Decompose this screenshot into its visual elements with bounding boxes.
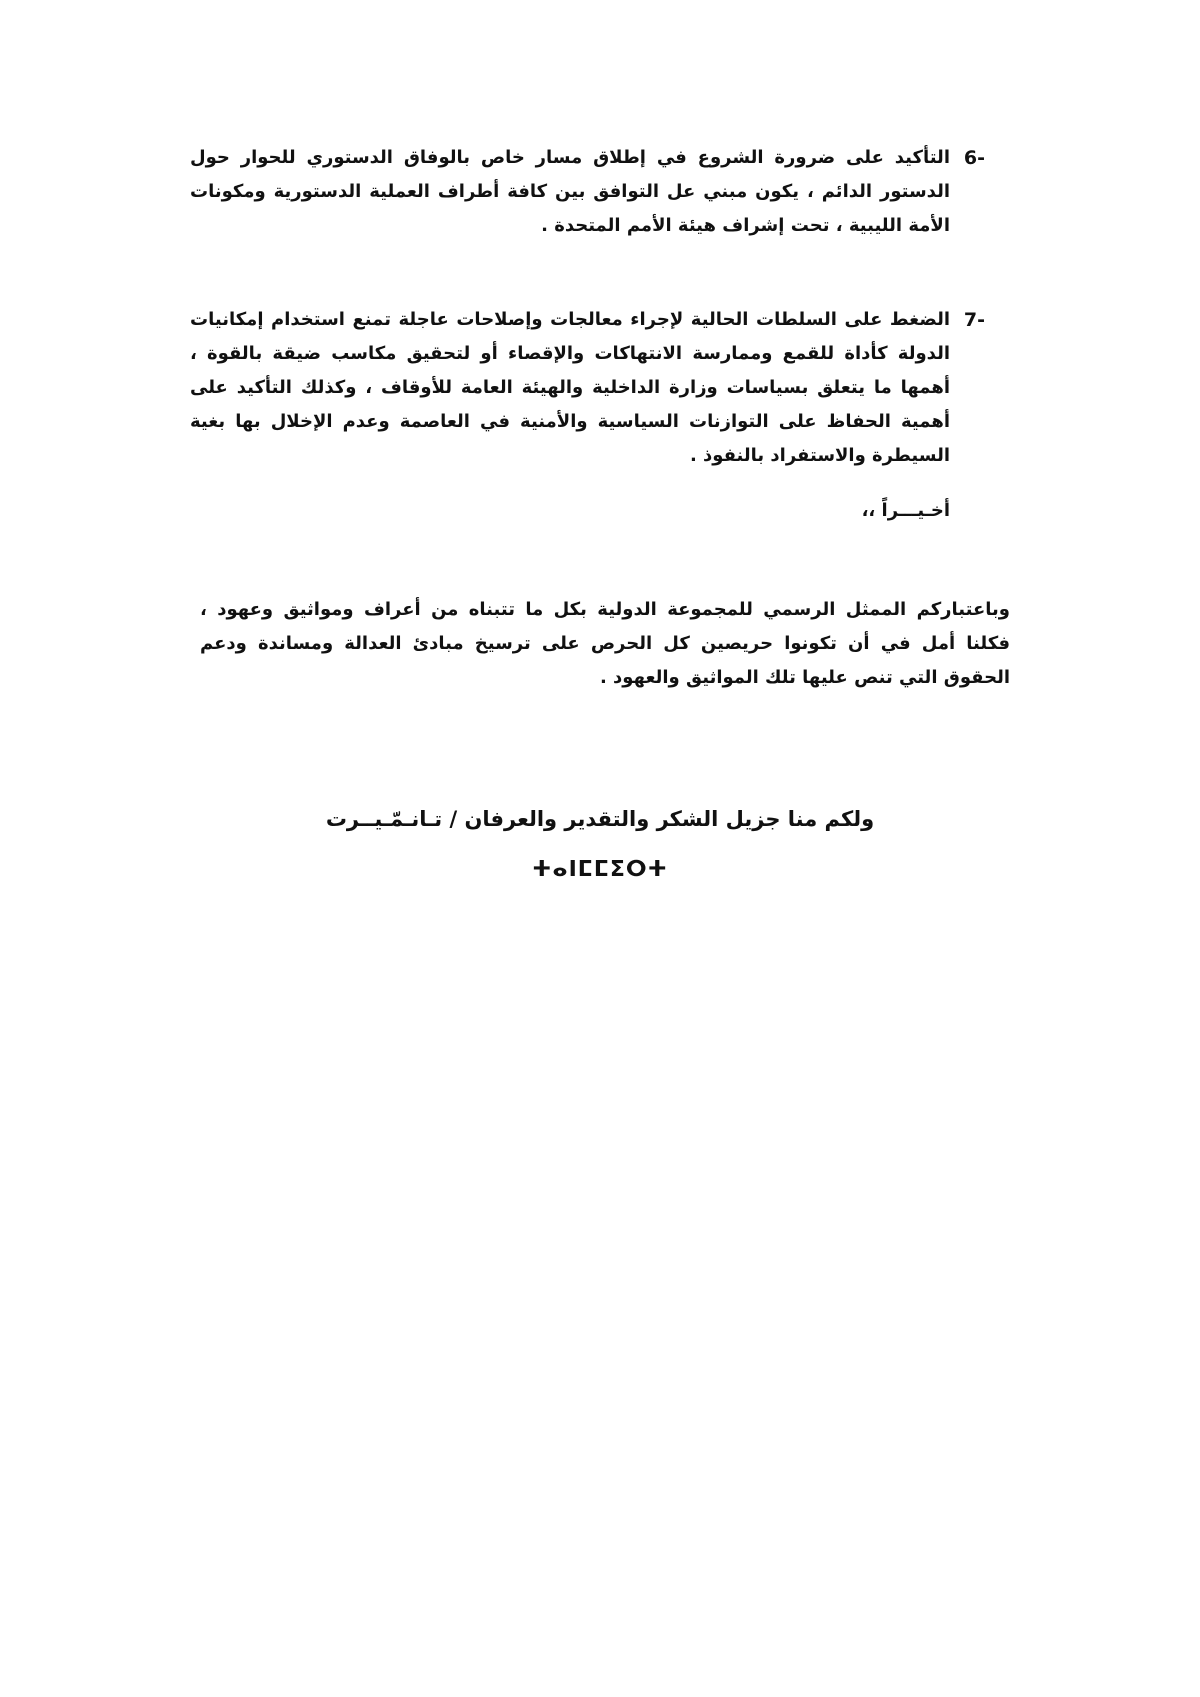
item-number: 7- [963,309,985,331]
list-item-6 [190,141,985,243]
item-text: التأكيد على ضرورة الشروع في إطلاق مسار خاص بالوفاق الدستوري للحوار حول الدستور الدائم ، يكون مبني عل التوافق بين كافة أطراف العملية الدستورية ومكونات الأمة الليبية ، تحت إشراف هيئة الأمم المتحدة . [190,147,950,236]
thanks-line: ولكم منا جزيل الشكر والتقدير والعرفان / تـانـمّـيــرت [325,807,875,831]
item-text: الضغط على السلطات الحالية لإجراء معالجات وإصلاحات عاجلة تمنع استخدام إمكانيات الدولة كأداة للقمع وممارسة الانتهاكات والإقصاء أو لتحقيق مكاسب ضيقة بالقوة ، أهمها ما يتعلق بسياسات وزارة الداخلية والهيئة العامة للأوقاف ، وكذلك التأكيد على أهمية الحفاظ على التوازنات السياسية والأمنية في العاصمة وعدم الإخلال بها بغية السيطرة والاستفراد بالنفوذ . [190,309,950,466]
closing-paragraph: وباعتباركم الممثل الرسمي للمجموعة الدولية بكل ما تتبناه من أعراف ومواثيق وعهود ، فكلنا أمل في أن تكونوا حريصين كل الحرص على ترسيخ مبادئ العدالة ومساندة ودعم الحقوق التي تنص عليها تلك المواثيق والعهود . [200,599,1010,688]
item-number: 6- [963,147,985,169]
signature-tifinagh: ⵜⴰⵏⵎⵎⵉⵔⵜ [532,857,668,882]
finally-heading: أخـيـــراً ،، [861,500,950,521]
list-item-7 [190,303,985,473]
